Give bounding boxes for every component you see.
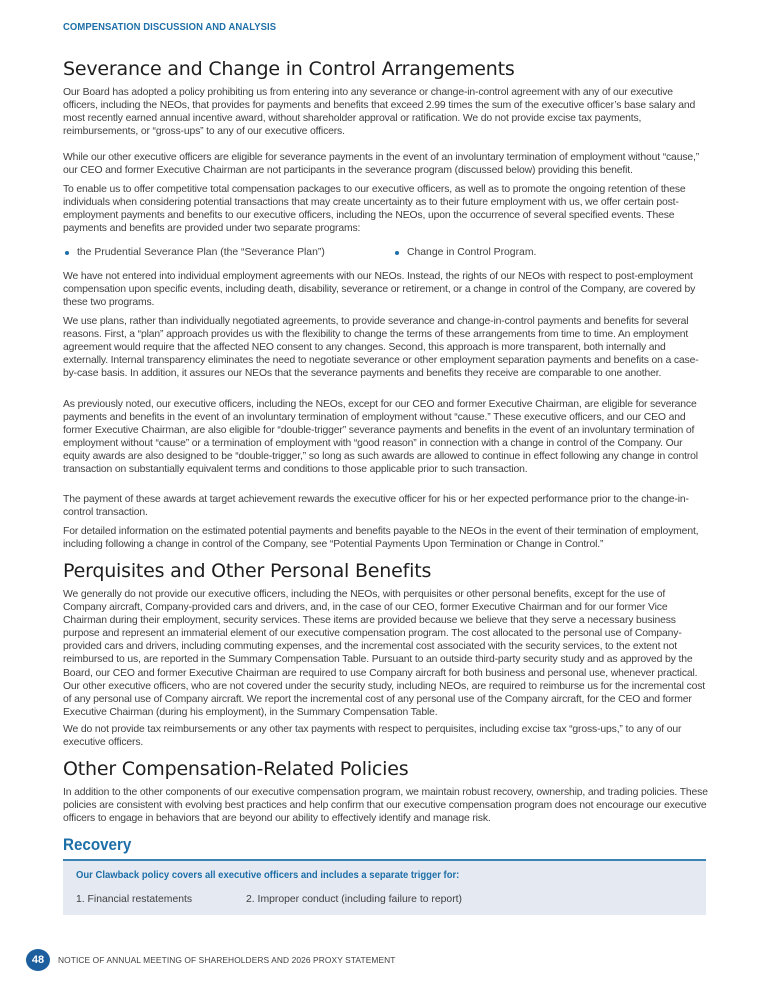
section-label: COMPENSATION DISCUSSION AND ANALYSIS xyxy=(63,21,277,33)
bullet-icon xyxy=(395,251,399,255)
perquisites-paragraph-1: We generally do not provide our executive officers, including the NEOs, with perquisites or other personal benefits, except for the use of Company aircraft, Company-provided cars and drivers, and, in the case of our CEO, former Executive Chairman and for our former Vice Chairman during their employment, security services. These items are provided because we believe that they serve a necessary business purpose and represent an immaterial element of our executive compensation program. The cost allocated to the personal use of Company-provided cars and drivers, including commuting expenses, and the incremental cost associated with the security services, to the extent not reimbursed to us, are reported in the Summary Compensation Table. Pursuant to an outside third-party security study and as approved by the Board, our CEO and former Executive Chairman are required to use Company aircraft for both business and personal use, whenever practical. Our other executive officers, who are not covered under the security study, including NEOs, are required to reimburse us for the incremental cost of any personal use of Company aircraft. We report the incremental cost of any personal use of the Company aircraft, for the CEO and former Executive Chairman (during his employment), in the Summary Compensation Table. xyxy=(63,589,706,718)
callout-item: 2. Improper conduct (including failure to report) xyxy=(246,894,463,905)
program-item: the Prudential Severance Plan (the “Severance Plan”) xyxy=(63,247,393,258)
severance-paragraph-1: Our Board has adopted a policy prohibiting us from entering into any severance or change-in-control agreement with any of our executive officers, including the NEOs, that provides for payments and benefits that exceed 2.99 times the sum of the executive officer’s base salary and most recently earned annual incentive award, without shareholder approval or ratification. We do not provide excise tax payments, reimbursements, or “gross-ups” to any of our executive officers. xyxy=(63,87,696,138)
severance-heading: Severance and Change in Control Arrangements xyxy=(63,58,515,80)
program-item: Change in Control Program. xyxy=(393,247,536,258)
callout-item: 1. Financial restatements xyxy=(76,894,193,905)
severance-paragraph-8: For detailed information on the estimated potential payments and benefits payable to the NEOs in the event of their termination of employment, including following a change in control of the Company, see “Potential Payments Upon Termination or Change in Control.” xyxy=(63,526,699,551)
callout-heading: Our Clawback policy covers all executive officers and includes a separate trigger for: xyxy=(76,870,460,881)
severance-paragraph-3: To enable us to offer competitive total compensation packages to our executive officers, as well as to promote the ongoing retention of these individuals when considering potential transactions that may create uncertainty as to their future employment with us, we offer certain post-employment payments and benefits to our executive officers, including the NEOs, upon the occurrence of several specified events. These payments and benefits are provided under two separate programs: xyxy=(63,184,686,235)
severance-paragraph-6: As previously noted, our executive officers, including the NEOs, except for our CEO and former Executive Chairman, are eligible for severance payments and benefits in the event of an involuntary termination of employment without “cause.” These executive officers, and our CEO and former Executive Chairman, are also eligible for “double-trigger” severance payments and benefits in the event of an involuntary termination of employment without “cause” or a termination of employment with “good reason” in connection with a change in control of the Company. Our equity awards are also designed to be “double-trigger,” so long as such awards are allowed to continue in effect following any change in control transaction on substantially equivalent terms and conditions to those applicable prior to such transaction. xyxy=(63,399,698,476)
perquisites-paragraph-2: We do not provide tax reimbursements or any other tax payments with respect to perquisites, including excise tax “gross-ups,” to any of our executive officers. xyxy=(63,724,682,749)
severance-paragraph-7: The payment of these awards at target achievement rewards the executive officer for his or her expected performance prior to the change-in-control transaction. xyxy=(63,494,689,519)
programs-list xyxy=(63,247,709,258)
bullet-icon xyxy=(65,251,69,255)
severance-paragraph-5: We use plans, rather than individually negotiated agreements, to provide severance and change-in-control payments and benefits for several reasons. First, a “plan” approach provides us with the flexibility to change the terms of these arrangements from time to time. An employment agreement would require that the affected NEO consent to any changes. Second, this approach is more transparent, both internally and externally. Internal transparency eliminates the need to negotiate severance or other employment separation payments and benefits on a case-by-case basis. In addition, it assures our NEOs that the severance payments and benefits they receive are comparable to one another. xyxy=(63,316,699,380)
clawback-callout xyxy=(63,859,706,915)
page-number-badge: 48 xyxy=(26,949,50,971)
footer-text: NOTICE OF ANNUAL MEETING OF SHAREHOLDERS AND 2026 PROXY STATEMENT xyxy=(58,955,396,965)
policies-paragraph-1: In addition to the other components of our executive compensation program, we maintain robust recovery, ownership, and trading policies. These policies are consistent with evolving best practices and help confirm that our executive compensation program does not encourage our executive officers to engage in behaviors that are beyond our ability to effectively identify and manage risk. xyxy=(63,787,708,825)
severance-paragraph-4: We have not entered into individual employment agreements with our NEOs. Instead, the rights of our NEOs with respect to post-employment compensation upon specific events, including death, disability, severance or retirement, or a change in control of the Company, are covered by these two programs. xyxy=(63,271,696,309)
recovery-heading: Recovery xyxy=(63,836,132,854)
policies-heading: Other Compensation-Related Policies xyxy=(63,758,409,780)
severance-paragraph-2: While our other executive officers are eligible for severance payments in the event of an involuntary termination of employment without “cause,” our CEO and former Executive Chairman are not participants in the severance program (discussed below) providing this benefit. xyxy=(63,152,700,177)
page-footer xyxy=(26,949,396,971)
perquisites-heading: Perquisites and Other Personal Benefits xyxy=(63,560,432,582)
